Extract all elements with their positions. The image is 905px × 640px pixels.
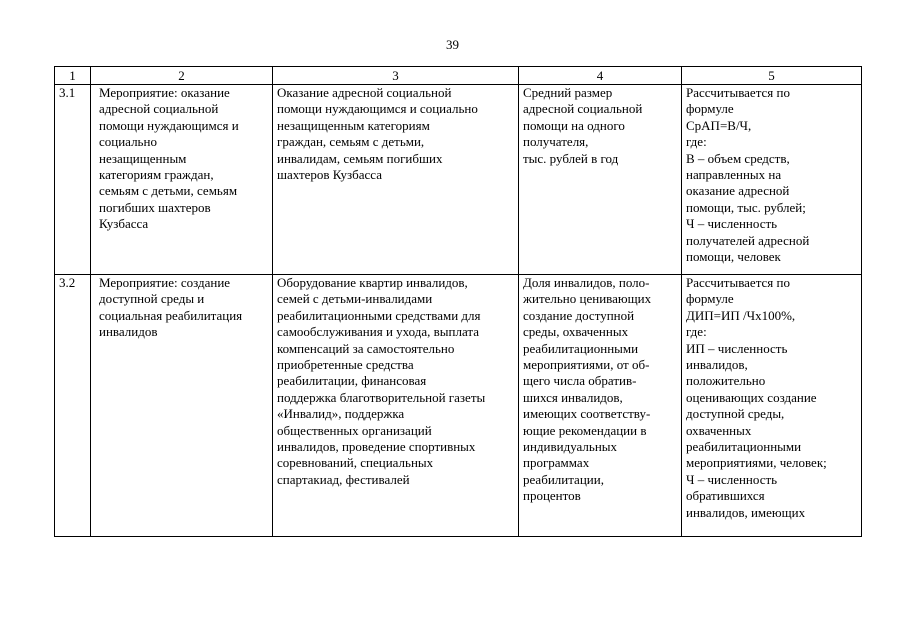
table-row <box>55 275 862 537</box>
table-header-row <box>55 67 862 85</box>
indicator-cell: Средний размер адресной социальной помощи на одного получателя, тыс. рублей в год <box>519 85 682 275</box>
column-header-3: 3 <box>273 67 519 85</box>
indicator-table <box>54 66 862 537</box>
indicator-cell: Доля инвалидов, поло- жительно ценивающих создание доступной среды, охваченных реабилитационными мероприятиями, от об- щего числа обратив- шихся инвалидов, имеющих соответству- ющие рекомендации в индивидуальных программах реабилитации, процентов <box>519 275 682 537</box>
column-header-4: 4 <box>519 67 682 85</box>
column-header-1: 1 <box>55 67 91 85</box>
event-cell: Мероприятие: оказание адресной социальной помощи нуждающимся и социально незащищенным категориям граждан, семьям с детьми, семьям погибших шахтеров Кузбасса <box>91 85 273 275</box>
column-header-2: 2 <box>91 67 273 85</box>
row-number: 3.2 <box>55 275 91 537</box>
page-number: 39 <box>446 37 459 52</box>
method-cell: Рассчитывается по формуле ДИП=ИП /Чх100%, где: ИП – численность инвалидов, положительно оценивающих создание доступной среды, охваченных реабилитационными мероприятиями, человек; Ч – численность обратившихся инвалидов, имеющих <box>682 275 862 537</box>
row-number: 3.1 <box>55 85 91 275</box>
column-header-5: 5 <box>682 67 862 85</box>
method-cell: Рассчитывается по формуле СрАП=В/Ч, где: В – объем средств, направленных на оказание адресной помощи, тыс. рублей; Ч – численность получателей адресной помощи, человек <box>682 85 862 275</box>
table-row <box>55 85 862 275</box>
event-cell: Мероприятие: создание доступной среды и социальная реабилитация инвалидов <box>91 275 273 537</box>
content-cell: Оказание адресной социальной помощи нуждающимся и социально незащищенным категориям граждан, семьям с детьми, инвалидам, семьям погибших шахтеров Кузбасса <box>273 85 519 275</box>
content-cell: Оборудование квартир инвалидов, семей с детьми-инвалидами реабилитационными средствами для самообслуживания и ухода, выплата компенсаций за самостоятельно приобретенные средства реабилитации, финансовая поддержка благотворительной газеты «Инвалид», поддержка общественных организаций инвалидов, проведение спортивных соревнований, специальных спартакиад, фестивалей <box>273 275 519 537</box>
